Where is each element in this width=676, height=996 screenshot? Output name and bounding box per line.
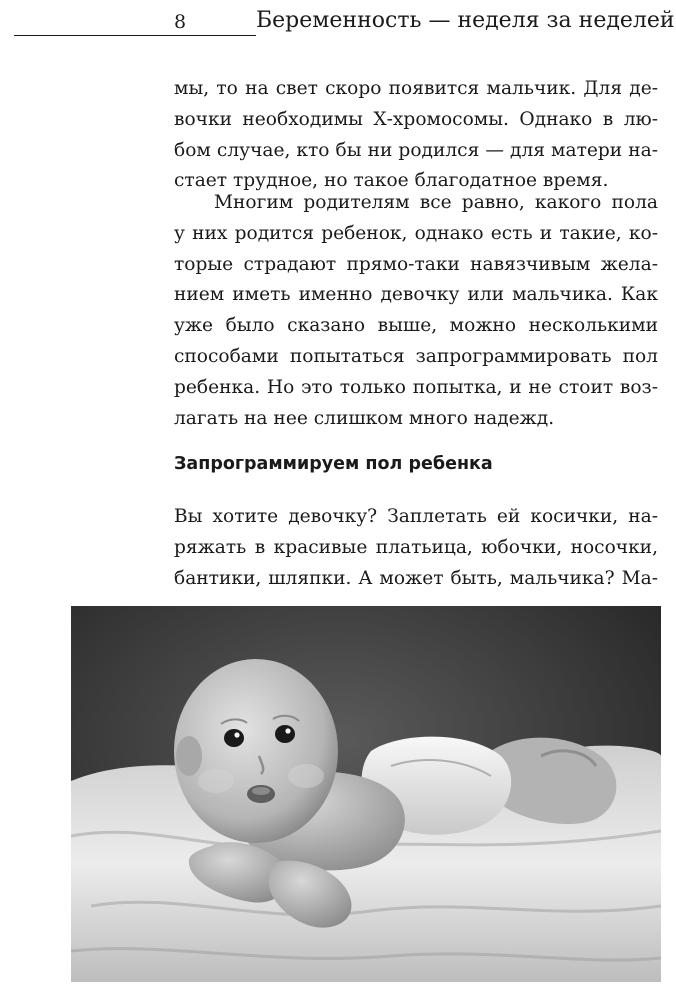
text-line: мы, то на свет скоро появится мальчик. Для де- bbox=[174, 78, 658, 99]
text-line: лагать на нее слишком много надежд. bbox=[174, 407, 555, 429]
text-line: ребенка. Но это только попытка, и не стоит воз- bbox=[174, 376, 658, 398]
text-line: ряжать в красивые платьица, юбочки, носочки, bbox=[174, 536, 658, 558]
section-heading: Запрограммируем пол ребенка bbox=[174, 454, 493, 474]
header-rule bbox=[14, 35, 256, 36]
paragraph-1 bbox=[174, 74, 658, 197]
page-number: 8 bbox=[174, 11, 187, 33]
paragraph-2 bbox=[174, 188, 658, 434]
text-line: Вы хотите девочку? Заплетать ей косички, на- bbox=[174, 506, 658, 527]
baby-photo-illustration bbox=[71, 606, 661, 982]
text-line: Многим родителям все равно, какого пола bbox=[214, 192, 658, 213]
text-line: нием иметь именно девочку или мальчика. Как bbox=[174, 284, 658, 306]
baby-eye-left bbox=[224, 729, 244, 747]
text-line: вочки необходимы Х-хромосомы. Однако в лю- bbox=[174, 108, 658, 130]
running-title: Беременность — неделя за неделей bbox=[256, 8, 675, 33]
text-line: способами попытаться запрограммировать пол bbox=[174, 345, 658, 367]
baby-photo bbox=[71, 606, 661, 982]
text-line: уже было сказано выше, можно несколькими bbox=[174, 315, 658, 337]
baby-eye-right bbox=[275, 725, 295, 743]
text-line: торые страдают прямо-таки навязчивым жела- bbox=[174, 253, 658, 275]
baby-ear bbox=[176, 736, 202, 776]
text-line: стает трудное, но такое благодатное время. bbox=[174, 170, 609, 192]
paragraph-3 bbox=[174, 502, 658, 594]
text-line: у них родится ребенок, однако есть и такие, ко- bbox=[174, 222, 658, 244]
text-line: бантики, шляпки. А может быть, мальчика? Ма- bbox=[174, 567, 658, 589]
text-line: бом случае, кто бы ни родился — для матери на- bbox=[174, 139, 658, 161]
